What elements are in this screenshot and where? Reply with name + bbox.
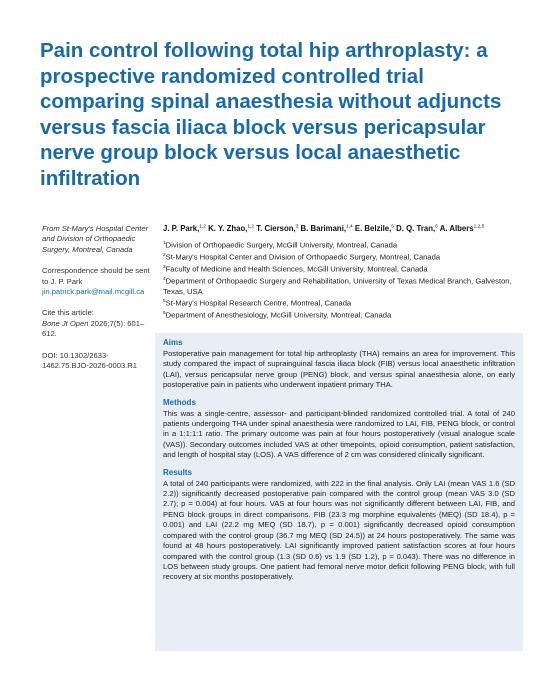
affiliation-item: $^5$St-Mary's Hospital Research Centre, Montreal, Canada xyxy=(163,298,352,308)
correspondence-text: Correspondence should be sent to J. P. Park xyxy=(42,266,150,286)
author-block xyxy=(163,222,515,321)
aims-heading: Aims xyxy=(163,338,183,347)
article-sidebar xyxy=(42,224,154,382)
sidebar-affiliation: From St-Mary's Hospital Center and Division of Orthopaedic Surgery, Montreal, Canada xyxy=(42,224,149,254)
author-6: D. Q. Tran,$^6$ xyxy=(396,223,438,233)
author-4: B. Barimani,$^{1,4}$ xyxy=(300,223,353,233)
affiliation-item: $^2$St-Mary's Hospital Center and Division of Orthopaedic Surgery, Montreal, Canada xyxy=(163,252,441,262)
author-1: J. P. Park,$^{1,2}$ xyxy=(163,223,206,233)
methods-text: This was a single-centre, assessor- and participant-blinded randomized controlled trial. A total of 240 patients undergoing THA under spinal anaesthesia were randomized to LAI, FIB, PENG block, or control in a 1:1:1:1 ratio. The primary outcome was pain at four hours postoperatively (visual analogue scale (VAS)). Secondary outcomes included VAS at other timepoints, opioid consumption, patient satisfaction, and length of hospital stay (LOS). A VAS difference of 2 cm was considered clinically significant. xyxy=(163,408,515,460)
correspondence xyxy=(42,266,154,297)
cite-details: 2026;7(5): 601–612. xyxy=(42,318,145,339)
cite-label: Cite this article: xyxy=(42,308,94,318)
author-3: T. Cierson,$^3$ xyxy=(256,223,299,233)
results-heading: Results xyxy=(163,467,192,477)
doi: DOI: 10.1302/2633-1462.75.BJO-2026-0003.R1 xyxy=(42,350,137,371)
methods-heading: Methods xyxy=(163,397,196,407)
author-2: K. Y. Zhao,$^{1,2}$ xyxy=(208,223,255,233)
correspondence-email-link[interactable]: jin.patrick.park@mail.mcgill.ca xyxy=(42,287,145,297)
affiliation-list xyxy=(163,239,515,321)
abstract-box xyxy=(155,333,523,651)
article-title: Pain control following total hip arthroplasty: a prospective randomized controlled trial comparing spinal anaesthesia without adjuncts versus fascia iliaca block versus pericapsular nerve group block versus local anaesthetic infiltration xyxy=(40,39,502,190)
author-list xyxy=(163,222,515,234)
results-text: A total of 240 participants were randomized, with 222 in the final analysis. Only LAI (mean VAS 1.6 (SD 2.2)) significantly decreased postoperative pain compared with the control group (mean VAS 3.0 (SD 2.7); p = 0.004) at four hours. VAS at four hours was not significantly different between LAI, FIB, and PENG block groups in direct comparisons. FIB (23.3 mg morphine equivalents (MEQ) (SD 18.4), p = 0.001) and LAI (22.2 mg MEQ (SD 18.7), p = 0.001) significantly decreased opioid consumption compared with the control group (36.7 mg MEQ (SD 24.5)) at 24 hours postoperatively. The same was found at 48 hours postoperatively. LAI significantly improved patient satisfaction scores at four hours compared with the control group (1.3 (SD 0.6) vs 1.9 (SD 1.2), p = 0.043). There was no difference in LOS between study groups. One patient had femoral nerve motor deficit following PENG block, with full recovery at six months postoperatively. xyxy=(163,478,515,582)
aims-text: Postoperative pain management for total hip arthroplasty (THA) remains an area for improvement. This study compared the impact of suprainguinal fascia iliaca block (FIB) versus local anaesthetic infiltration (LAI), versus pericapsular nerve group (PENG) block, and versus spinal anaesthesia alone, on early postoperative pain in patients who underwent inpatient primary THA. xyxy=(163,349,515,390)
affiliation-item: $^4$Department of Orthopaedic Surgery and Rehabilitation, University of Texas Medical Branch, Galveston, Texas, USA xyxy=(163,276,512,296)
author-7: A. Albers$^{1,2,5}$ xyxy=(439,223,485,233)
affiliation-item: $^3$Faculty of Medicine and Health Sciences, McGill University, Montreal, Canada xyxy=(163,264,428,274)
citation xyxy=(42,308,154,339)
affiliation-item: $^6$Department of Anesthesiology, McGill University, Montreal, Canada xyxy=(163,310,392,320)
author-5: E. Belzile,$^5$ xyxy=(354,223,394,233)
affiliation-item: $^1$Division of Orthopaedic Surgery, McGill University, Montreal, Canada xyxy=(163,240,398,250)
cite-journal: Bone Jt Open xyxy=(42,318,89,328)
